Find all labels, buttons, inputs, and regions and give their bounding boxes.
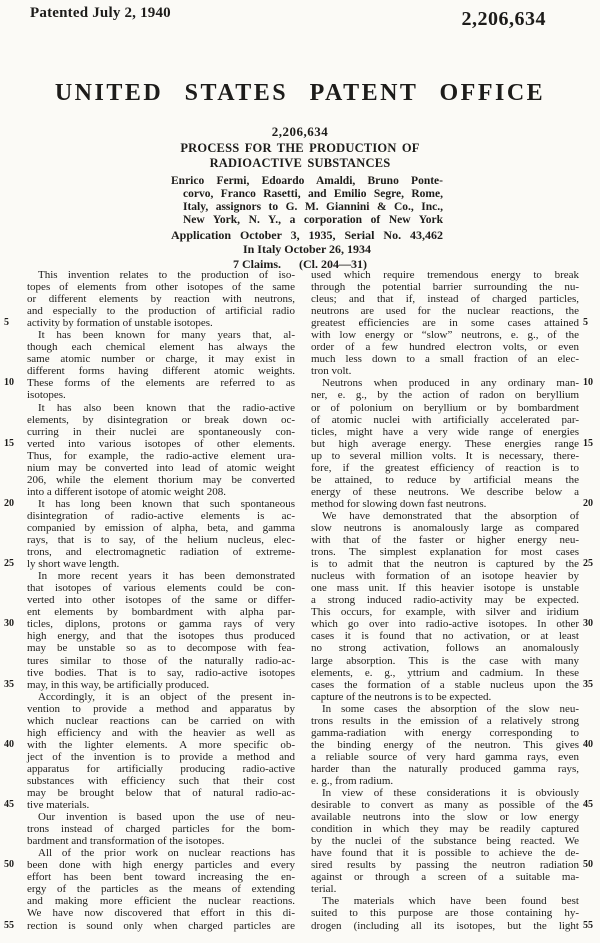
body-text-line: the binding energy of the neutron. This gives 40 [311, 739, 579, 751]
body-text-line: with low energy or “slow” neutrons, e. g., of the [311, 329, 579, 342]
line-number: 30 [4, 618, 14, 630]
body-text-line: trons. The simplest explanation for most cases [311, 546, 579, 559]
body-text-line: ject of the invention is to provide a method and [27, 750, 295, 763]
line-number: 50 [4, 859, 14, 871]
body-text-line: may be brought below that of natural radio-ac- [27, 787, 295, 800]
body-text-line: a strong induced radio-activity may be expected. [311, 594, 579, 607]
body-text-line: nium may be converted into lead of atomic weight [27, 461, 295, 474]
body-text-line: Accordingly, it is an object of the present in- [38, 690, 295, 703]
line-number: 45 [583, 799, 593, 811]
patent-office-title: UNITED STATES PATENT OFFICE [54, 80, 546, 106]
body-text-line: is to admit that the neutron is captured by the 25 [311, 558, 579, 570]
body-text-line: have found that it is possible to achieve the de- [311, 847, 579, 860]
body-text-line: trons instead of charged particles for the bom- [27, 823, 295, 836]
body-text-line: rection is sound only when charged particles are 55 [4, 919, 295, 932]
line-number: 40 [4, 738, 14, 750]
body-text-line: It has long been known that such spontaneous 20 [4, 497, 295, 510]
body-text-line: suited to this purpose are those containing hy- [311, 907, 579, 920]
body-text-line: e. g., from radium. [311, 774, 394, 787]
body-text-line: which nuclear reactions can be carried on with [27, 714, 295, 727]
inventors-line: Italy, assignors to G. M. Giannini & Co., Inc., [183, 200, 443, 213]
body-text-line: with that of the faster or higher energy neu- [311, 534, 579, 547]
line-number: 35 [583, 678, 593, 690]
body-text-line: isotopes. [27, 389, 66, 402]
application-line: Application October 3, 1935, Serial No. 43,462 [171, 228, 443, 242]
line-number: 20 [4, 497, 14, 509]
body-text-line: different forms having different atomic weights. [27, 365, 295, 378]
patent-number-header: 2,206,634 [461, 8, 546, 30]
invention-title-line1: PROCESS FOR THE PRODUCTION OF [180, 141, 420, 155]
body-text-line: fore, if the greatest efficiency of reaction is to [311, 461, 579, 474]
body-column-left [4, 269, 295, 932]
body-column-right [311, 269, 593, 932]
line-number: 15 [4, 437, 14, 449]
body-text-line: condition in which they may be readily captured [311, 823, 579, 836]
invention-title [0, 141, 600, 171]
body-text-line: effort has been bent toward increasing the en- [27, 871, 295, 884]
body-text-line: neutrons are used for the nuclear reactions, the [311, 305, 579, 318]
line-number: 15 [583, 437, 593, 449]
body-text-line: of atomic nuclei with artificially accelerated par- [311, 413, 579, 426]
body-text-line: that isotopes of various elements could be con- [27, 582, 295, 595]
body-text-line: In some cases the absorption of the slow neu- [322, 702, 579, 715]
inventors-line: Enrico Fermi, Edoardo Amaldi, Bruno Ponte- [171, 175, 443, 187]
body-text-line: ner, e. g., by the action of radon on beryllium [311, 389, 579, 402]
inventors-line: New York, N. Y., a corporation of New York [183, 213, 443, 226]
line-number: 20 [583, 497, 593, 509]
body-text-line: companied by emission of alpha, beta, and gamma [27, 521, 295, 534]
patented-date: Patented July 2, 1940 [30, 5, 171, 21]
patent-number-centered: 2,206,634 [271, 124, 329, 139]
body-text-line: up to several million volts. It is necessary, there- [311, 449, 579, 462]
body-text-line: but high average energy. These energies range 15 [311, 438, 579, 450]
application-block [171, 229, 443, 256]
body-text-line: elements, e. g., yttrium and cadmium. In these [311, 666, 579, 679]
body-text-line: may, in this way, be artificially produced. 35 [4, 678, 210, 691]
body-text-line: vention to provide a method and apparatus by [27, 702, 295, 715]
body-text-line: greatest efficiencies are in some cases attained 5 [311, 317, 579, 329]
line-number: 40 [583, 738, 593, 750]
body-text-line: It has also been known that the radio-active [38, 401, 295, 414]
body-text-line: energy of these neutrons. We describe below a [311, 485, 579, 498]
body-text-line: same atomic number or charge, it may exist in [27, 353, 295, 366]
body-text-line: cases the formation of a stable nucleus upon the 35 [311, 679, 579, 691]
body-text-line: In more recent years it has been demonstrated [38, 570, 295, 583]
body-text-line: may be unstable so as to decompose with fea- [27, 642, 295, 655]
body-text-line: apparatus for artificially producing radio-active [27, 762, 295, 775]
body-text-line: high energy, and that the isotopes thus produced [27, 630, 295, 643]
body-text-line: which go over into radio-active isotopes. In other 30 [311, 618, 579, 630]
inventors-line: corvo, Franco Rasetti, and Emilio Segre, Rome, [183, 187, 443, 200]
body-text-line: bardment and transformation of the isotopes. [27, 835, 225, 848]
body-text-line: trons results in the emission of a relatively strong [311, 714, 579, 727]
body-text-line: These forms of the elements are referred to as 10 [4, 377, 295, 390]
body-text-line: into a different isotope of atomic weight 208. [27, 485, 226, 498]
body-text-line: We have now discovered that effort in this di- [27, 907, 295, 920]
body-text-line: method for slowing down fast neutrons. 20 [311, 498, 579, 510]
line-number: 55 [583, 919, 593, 931]
body-text-line: This occurs, for example, with silver and iridium [311, 606, 579, 619]
body-text-line: by the nuclei of the substance being reacted. We [311, 835, 579, 848]
line-number: 45 [4, 799, 14, 811]
body-text-line: Thus, for example, the radio-active element ura- [27, 449, 295, 462]
line-number: 5 [4, 317, 9, 329]
body-text-line: verted into other isotopes of the same or differ- [27, 594, 295, 607]
body-text-line: much less down to a small fraction of an elec- [311, 353, 579, 366]
body-text-line: capture of the neutrons is to be expected. [311, 690, 492, 703]
body-text-line: curring in their nuclei are spontaneously con- [27, 425, 295, 438]
body-text-line: desirable to convert as many as possible of the 45 [311, 799, 579, 811]
body-text-line: no strong activation, follows an anomalously [311, 642, 579, 655]
body-text-line: or of polonium on beryllium or by bombardment [311, 401, 579, 414]
body-text-line: activity by formation of unstable isotopes. 5 [4, 317, 213, 330]
body-text-line: ergy of the particles as the means of extending [27, 883, 295, 896]
line-number: 55 [4, 919, 14, 931]
body-text-line: All of the prior work on nuclear reactions has [38, 847, 295, 860]
body-text-line: ly short wave length. 25 [4, 558, 120, 571]
body-text-line: We have demonstrated that the absorption of [322, 509, 579, 522]
body-text-line: trons, and electromagnetic radiation of extreme- [27, 546, 295, 559]
application-line: In Italy October 26, 1934 [242, 241, 372, 256]
line-number: 25 [4, 558, 14, 570]
body-text-line: cases it is found that no activation, or at least [311, 630, 579, 643]
body-text-line: disintegration of radio-active elements is ac- [27, 509, 295, 522]
body-text-line: available neutrons into the slow or low energy [311, 811, 579, 824]
body-text-line: been done with high energy particles and every 50 [4, 859, 295, 872]
line-number: 10 [583, 377, 593, 389]
body-text-line: It has been known for many years that, al- [38, 329, 295, 342]
body-text-line: ticles, might have a very wide range of energies [311, 425, 579, 438]
body-text-line: Neutrons when produced in any ordinary man- 10 [311, 377, 579, 389]
body-text-line: tron volt. [311, 365, 352, 378]
body-text-line: sired results by passing the neutron radiation 50 [311, 859, 579, 871]
body-text-line: high efficiency and with the heavier as well as [27, 726, 295, 739]
line-number: 5 [583, 317, 588, 329]
classification: (Cl. 204—31) [299, 257, 367, 271]
body-text-line: drogen (including all its isotopes, but the light 55 [311, 920, 579, 932]
body-text-line: tures similar to those of the naturally radio-ac- [27, 654, 295, 667]
body-text-line: Our invention is based upon the use of neu- [38, 811, 295, 824]
body-text-line: cleus; and that if, instead of charged particles, [311, 293, 579, 306]
body-text-line: tive bodies. That is to say, radio-active isotopes [27, 666, 295, 679]
body-text-line: verted into various isotopes of other elements. 15 [4, 437, 295, 450]
body-text-line: and making more efficient the nuclear reactions. [27, 895, 295, 908]
body-text-line: with the lighter elements. A more specific ob- 40 [4, 738, 295, 751]
body-text-line: used which require tremendous energy to break [311, 269, 579, 281]
line-number: 10 [4, 377, 14, 389]
body-text-line: order of a few hundred electron volts, or even [311, 341, 579, 354]
body-text-line: slow neutrons is anomalously large as compared [311, 521, 579, 534]
body-text-line: or different elements by reaction with neutrons, [27, 293, 295, 306]
body-text-line: tive materials. 45 [4, 799, 90, 812]
line-number: 50 [583, 859, 593, 871]
body-text-line: terial. [311, 883, 337, 896]
claims-count: 7 Claims. [233, 257, 281, 271]
body-text-line: harder than the naturally produced gamma rays, [311, 762, 579, 775]
body-text-line: large absorption. This is the case with many [311, 654, 579, 667]
body-text-line: a reliable source of very hard gamma rays, even [311, 750, 579, 763]
body-text-line: against or through a screen of a suitable ma- [311, 871, 579, 884]
body-text-line: ent elements by bombardment with alpha par- [27, 606, 295, 619]
body-text-line: The materials which have been found best [322, 895, 579, 908]
inventors-block [171, 175, 443, 227]
invention-title-line2: RADIOACTIVE SUBSTANCES [209, 156, 391, 170]
body-text-line: be attained, to reduce by artificial means the [311, 473, 579, 486]
body-text-line: substances with efficiency such that their cost [27, 774, 295, 787]
line-number: 35 [4, 678, 14, 690]
body-text-line: This invention relates to the production of iso- [38, 269, 295, 281]
body-text-line: elements, by disintegration or break down oc- [27, 413, 295, 426]
body-text-line: In view of these considerations it is obviously [322, 787, 579, 800]
body-text-line: rays, that is to say, of the helium nucleus, elec- [27, 534, 295, 547]
line-number: 25 [583, 558, 593, 570]
body-text-line: 206, while the element thorium may be converted [27, 473, 295, 486]
line-number: 30 [583, 618, 593, 630]
body-text-line: nucleus with formation of an isotope heavier by [311, 570, 579, 583]
body-text-line: one mass unit. If this heavier isotope is unstable [311, 582, 579, 595]
body-text-line: and especially to the production of artificial radio [27, 305, 295, 318]
body-text-line: through the potential barrier surrounding the nu- [311, 281, 579, 294]
body-text-line: though each chemical element has always the [27, 341, 295, 354]
body-text-line: topes of elements from other isotopes of the same [27, 281, 295, 294]
body-text-line: ticles, diplons, protons or gamma rays of very 30 [4, 618, 295, 631]
body-text-line: gamma-radiation with energy corresponding to [311, 726, 579, 739]
